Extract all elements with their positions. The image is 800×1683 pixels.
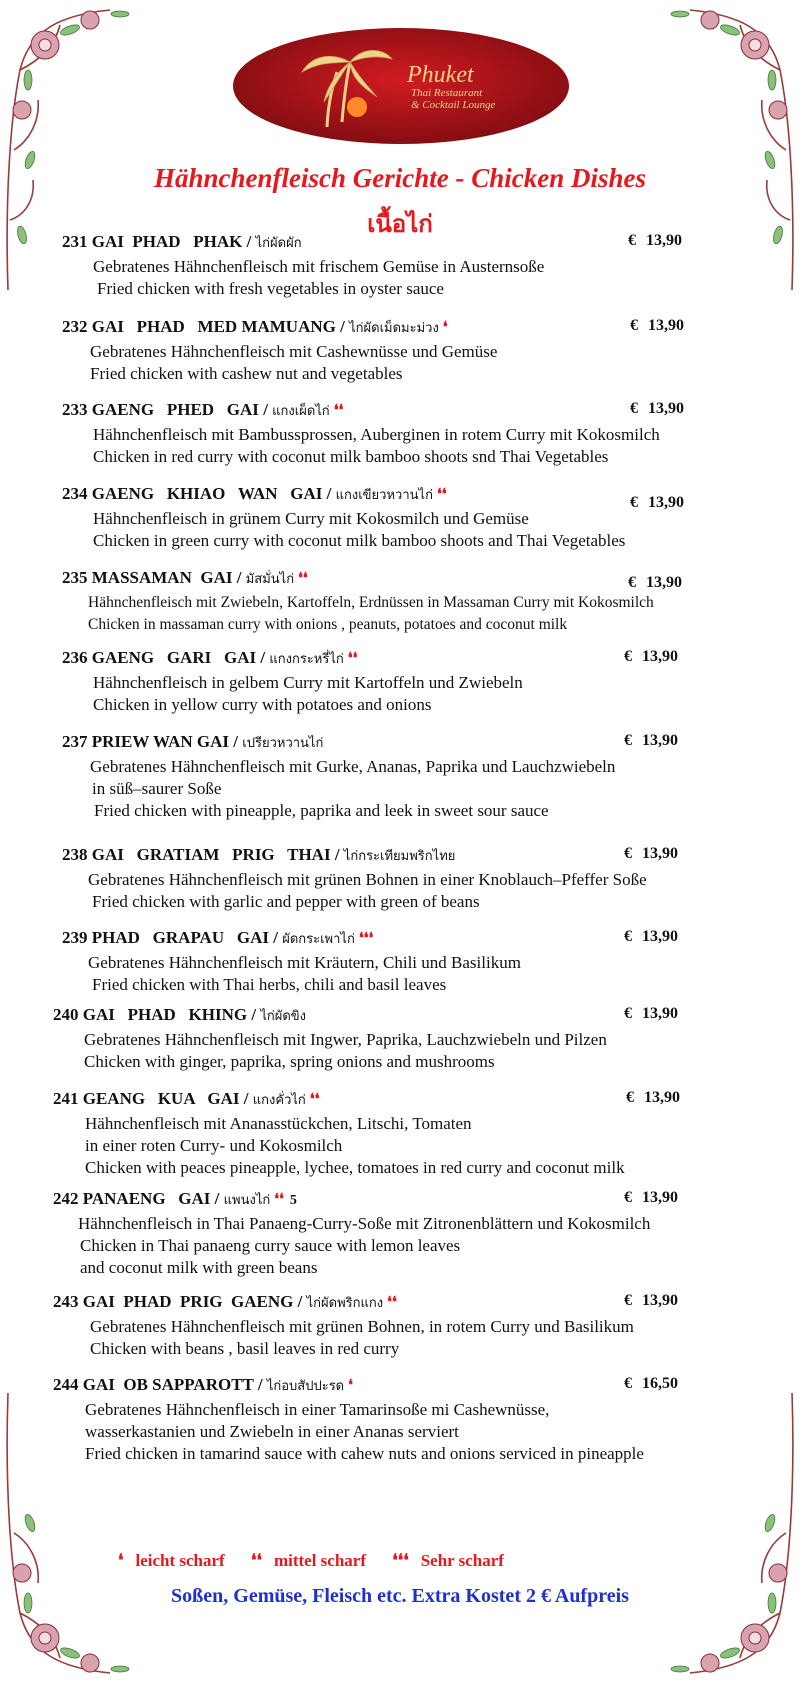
- item-extra-mark: 5: [289, 1193, 297, 1208]
- currency-symbol: €: [630, 400, 638, 417]
- item-name: GAI PHAD PRIG GAENG: [82, 1292, 294, 1311]
- item-name-thai: แกงคั่วไก่: [252, 1092, 306, 1107]
- chili-icon: ❛: [442, 320, 448, 336]
- item-description-line: Gebratenes Hähnchenfleisch mit Cashewnüsse und Gemüse: [90, 342, 498, 361]
- item-name: GAI OB SAPPAROTT: [82, 1375, 254, 1394]
- menu-item-title: 235 MASSAMAN GAI / มัสมั่นไก่ ❛❛: [62, 568, 308, 587]
- item-description-line: Chicken with beans , basil leaves in red curry: [90, 1339, 400, 1358]
- price-value: 13,90: [642, 928, 678, 945]
- item-price: [630, 317, 684, 335]
- chili-icon: ❛❛: [309, 1092, 320, 1108]
- menu-item-title: 240 GAI PHAD KHING / ไก่ผัดขิง: [53, 1005, 307, 1024]
- item-description-line: Hähnchenfleisch in Thai Panaeng-Curry-Soße mit Zitronenblättern und Kokosmilch: [78, 1214, 651, 1233]
- item-name: GEANG KUA GAI: [82, 1089, 240, 1108]
- menu-item-title: 243 GAI PHAD PRIG GAENG / ไก่ผัดพริกแกง ❛❛: [53, 1292, 397, 1311]
- item-description-line: Fried chicken with pineapple, paprika and leek in sweet sour sauce: [94, 801, 549, 820]
- page-title: Hähnchenfleisch Gerichte - Chicken Dishes: [153, 163, 646, 193]
- item-description-line: Hähnchenfleisch mit Ananasstückchen, Litschi, Tomaten: [85, 1114, 472, 1133]
- ornament-top-left: [0, 0, 150, 300]
- item-name-thai: ไก่ผัดผัก: [255, 235, 302, 250]
- chili-icon: ❛❛❛: [358, 931, 374, 947]
- currency-symbol: €: [630, 317, 638, 334]
- menu-item-title: 232 GAI PHAD MED MAMUANG / ไก่ผัดเม็ดมะม่วง ❛: [62, 317, 448, 336]
- price-value: 13,90: [648, 317, 684, 334]
- item-description-line: Chicken in green curry with coconut milk bamboo shoots and Thai Vegetables: [93, 531, 626, 550]
- legend-mild: leicht scharf: [135, 1551, 225, 1570]
- item-name: GAI GRATIAM PRIG THAI: [91, 845, 331, 864]
- menu-item-title: 231 GAI PHAD PHAK / ไก่ผัดผัก: [62, 232, 302, 251]
- item-name: GAENG KHIAO WAN GAI: [91, 484, 323, 503]
- item-name-thai: ไก่ผัดพริกแกง: [306, 1295, 384, 1310]
- currency-symbol: €: [624, 1375, 632, 1392]
- item-description-line: Fried chicken with Thai herbs, chili and basil leaves: [92, 975, 447, 994]
- item-number: 238: [62, 845, 88, 864]
- item-price: [624, 845, 678, 863]
- item-description-line: Chicken with peaces pineapple, lychee, tomatoes in red curry and coconut milk: [85, 1158, 625, 1177]
- item-price: [630, 494, 684, 512]
- item-description-line: and coconut milk with green beans: [80, 1258, 318, 1277]
- currency-symbol: €: [628, 232, 636, 249]
- item-name: MASSAMAN GAI: [91, 568, 233, 587]
- logo-subtitle-2: & Cocktail Lounge: [411, 99, 496, 111]
- item-description-line: Gebratenes Hähnchenfleisch mit grünen Bohnen in einer Knoblauch–Pfeffer Soße: [88, 870, 647, 889]
- item-price: [624, 732, 678, 750]
- item-description-line: Fried chicken with fresh vegetables in oyster sauce: [97, 279, 444, 298]
- currency-symbol: €: [624, 648, 632, 665]
- item-name-thai: ไก่อบสัปปะรด: [266, 1378, 345, 1393]
- item-description-line: Gebratenes Hähnchenfleisch mit Ingwer, Paprika, Lauchzwiebeln und Pilzen: [84, 1030, 607, 1049]
- item-name-thai: ผัดกระเพาไก่: [282, 931, 355, 946]
- price-value: 16,50: [642, 1375, 678, 1392]
- item-name-thai: ไก่ผัดเม็ดมะม่วง: [349, 320, 439, 335]
- item-name: PANAENG GAI: [82, 1189, 211, 1208]
- price-value: 13,90: [646, 574, 682, 591]
- item-number: 243: [53, 1292, 79, 1311]
- item-name-thai: แกงกระหรี่ไก่: [269, 651, 344, 666]
- item-price: [624, 1375, 678, 1393]
- item-price: [624, 1005, 678, 1023]
- item-price: [626, 1089, 680, 1107]
- item-name: GAI PHAD PHAK: [91, 232, 243, 251]
- price-value: 13,90: [644, 1089, 680, 1106]
- currency-symbol: €: [624, 1292, 632, 1309]
- item-description-line: Chicken in red curry with coconut milk bamboo shoots snd Thai Vegetables: [93, 447, 609, 466]
- item-price: [624, 1292, 678, 1310]
- spice-legend: [118, 1551, 526, 1571]
- currency-symbol: €: [624, 845, 632, 862]
- menu-item-title: 242 PANAENG GAI / แพนงไก่ ❛❛ 5: [53, 1189, 297, 1208]
- item-number: 237: [62, 732, 88, 751]
- item-description-line: Gebratenes Hähnchenfleisch mit Gurke, Ananas, Paprika und Lauchzwiebeln: [90, 757, 616, 776]
- item-description-line: Fried chicken with garlic and pepper with green of beans: [92, 892, 480, 911]
- item-name: PHAD GRAPAU GAI: [91, 928, 269, 947]
- item-number: 240: [53, 1005, 79, 1024]
- item-name-thai: ไก่ผัดขิง: [260, 1008, 307, 1023]
- item-price: [624, 928, 678, 946]
- item-description-line: in einer roten Curry- und Kokosmilch: [85, 1136, 343, 1155]
- page-title-thai: เนื้อไก่: [367, 212, 433, 238]
- price-value: 13,90: [642, 732, 678, 749]
- price-value: 13,90: [642, 1189, 678, 1206]
- legend-hot: Sehr scharf: [420, 1551, 504, 1570]
- item-name-thai: แพนงไก่: [223, 1192, 271, 1207]
- item-description-line: in süß–saurer Soße: [92, 779, 222, 798]
- item-description-line: Chicken in Thai panaeng curry sauce with lemon leaves: [80, 1236, 461, 1255]
- menu-item-title: 236 GAENG GARI GAI / แกงกระหรี่ไก่ ❛❛: [62, 648, 358, 667]
- item-name-thai: แกงเผ็ดไก่: [272, 403, 330, 418]
- item-description-line: wasserkastanien und Zwiebeln in einer Ananas serviert: [85, 1422, 459, 1441]
- item-description-line: Chicken in massaman curry with onions , peanuts, potatoes and coconut milk: [88, 616, 568, 633]
- menu-item-title: 244 GAI OB SAPPAROTT / ไก่อบสัปปะรด ❛: [53, 1375, 353, 1394]
- price-value: 13,90: [648, 494, 684, 511]
- chili-icon: ❛❛❛: [392, 1551, 409, 1570]
- menu-item-title: 237 PRIEW WAN GAI / เปรียวหวานไก่: [62, 732, 324, 751]
- price-value: 13,90: [642, 1005, 678, 1022]
- item-description-line: Gebratenes Hähnchenfleisch mit grünen Bohnen, in rotem Curry und Basilikum: [90, 1317, 634, 1336]
- currency-symbol: €: [630, 494, 638, 511]
- item-name-thai: แกงเขียวหวานไก่: [335, 487, 433, 502]
- chili-icon: ❛❛: [387, 1295, 397, 1311]
- item-name: GAI PHAD MED MAMUANG: [91, 317, 336, 336]
- currency-symbol: €: [624, 1189, 632, 1206]
- chili-icon: ❛❛: [274, 1192, 284, 1208]
- item-price: [628, 574, 682, 592]
- ornament-top-right: [650, 0, 800, 300]
- chili-icon: ❛❛: [436, 487, 447, 503]
- extra-charge-note: Soßen, Gemüse, Fleisch etc. Extra Kostet 2 € Aufpreis: [171, 1585, 629, 1607]
- price-value: 13,90: [642, 1292, 678, 1309]
- item-description-line: Gebratenes Hähnchenfleisch mit Kräutern, Chili und Basilikum: [88, 953, 521, 972]
- item-price: [624, 1189, 678, 1207]
- item-number: 234: [62, 484, 88, 503]
- chili-icon: ❛❛: [250, 1551, 262, 1570]
- item-name: GAENG PHED GAI: [91, 400, 259, 419]
- chili-icon: ❛❛: [347, 651, 358, 667]
- chili-icon: ❛: [118, 1551, 124, 1570]
- item-description-line: Hähnchenfleisch mit Bambussprossen, Auberginen in rotem Curry mit Kokosmilch: [93, 425, 660, 444]
- legend-medium: mittel scharf: [273, 1551, 366, 1570]
- currency-symbol: €: [624, 732, 632, 749]
- item-name: GAENG GARI GAI: [91, 648, 257, 667]
- price-value: 13,90: [646, 232, 682, 249]
- menu-item-title: 239 PHAD GRAPAU GAI / ผัดกระเพาไก่ ❛❛❛: [62, 928, 374, 947]
- item-number: 242: [53, 1189, 79, 1208]
- item-name-thai: ไก่กระเทียมพริกไทย: [343, 848, 456, 863]
- price-value: 13,90: [642, 648, 678, 665]
- item-description-line: Hähnchenfleisch in gelbem Curry mit Kartoffeln und Zwiebeln: [93, 673, 523, 692]
- price-value: 13,90: [642, 845, 678, 862]
- currency-symbol: €: [624, 928, 632, 945]
- currency-symbol: €: [626, 1089, 634, 1106]
- chili-icon: ❛❛: [333, 403, 344, 419]
- item-name: GAI PHAD KHING: [82, 1005, 248, 1024]
- item-description-line: Fried chicken in tamarind sauce with cahew nuts and onions serviced in pineapple: [85, 1444, 644, 1463]
- item-number: 244: [53, 1375, 79, 1394]
- item-number: 241: [53, 1089, 79, 1108]
- item-description-line: Hähnchenfleisch in grünem Curry mit Kokosmilch und Gemüse: [93, 509, 529, 528]
- item-price: [628, 232, 682, 250]
- item-description-line: Fried chicken with cashew nut and vegetables: [90, 364, 403, 383]
- menu-item-title: 238 GAI GRATIAM PRIG THAI / ไก่กระเทียมพริกไทย: [62, 845, 456, 864]
- ornament-bottom-right: [650, 1383, 800, 1683]
- item-price: [630, 400, 684, 418]
- logo-name: Phuket: [407, 62, 474, 88]
- item-number: 236: [62, 648, 88, 667]
- item-number: 235: [62, 568, 88, 587]
- item-description-line: Chicken in yellow curry with potatoes and onions: [93, 695, 432, 714]
- currency-symbol: €: [628, 574, 636, 591]
- item-price: [624, 648, 678, 666]
- item-name: PRIEW WAN GAI: [91, 732, 230, 751]
- item-description-line: Gebratenes Hähnchenfleisch mit frischem Gemüse in Austernsoße: [93, 257, 545, 276]
- menu-item-title: 233 GAENG PHED GAI / แกงเผ็ดไก่ ❛❛: [62, 400, 344, 419]
- item-name-thai: เปรียวหวานไก่: [242, 735, 324, 750]
- item-number: 239: [62, 928, 88, 947]
- menu-item-title: 241 GEANG KUA GAI / แกงคั่วไก่ ❛❛: [53, 1089, 320, 1108]
- item-description-line: Gebratenes Hähnchenfleisch in einer Tamarinsoße mi Cashewnüsse,: [85, 1400, 550, 1419]
- logo-subtitle-1: Thai Restaurant: [411, 87, 483, 99]
- item-description-line: Chicken with ginger, paprika, spring onions and mushrooms: [84, 1052, 495, 1071]
- chili-icon: ❛❛: [298, 571, 308, 587]
- menu-item-title: 234 GAENG KHIAO WAN GAI / แกงเขียวหวานไก่ ❛❛: [62, 484, 447, 503]
- restaurant-logo: [232, 27, 570, 145]
- item-number: 231: [62, 232, 88, 251]
- item-number: 232: [62, 317, 88, 336]
- currency-symbol: €: [624, 1005, 632, 1022]
- item-number: 233: [62, 400, 88, 419]
- item-name-thai: มัสมั่นไก่: [245, 571, 295, 586]
- price-value: 13,90: [648, 400, 684, 417]
- item-description-line: Hähnchenfleisch mit Zwiebeln, Kartoffeln, Erdnüssen in Massaman Curry mit Kokosmilch: [88, 594, 654, 611]
- chili-icon: ❛: [348, 1378, 353, 1394]
